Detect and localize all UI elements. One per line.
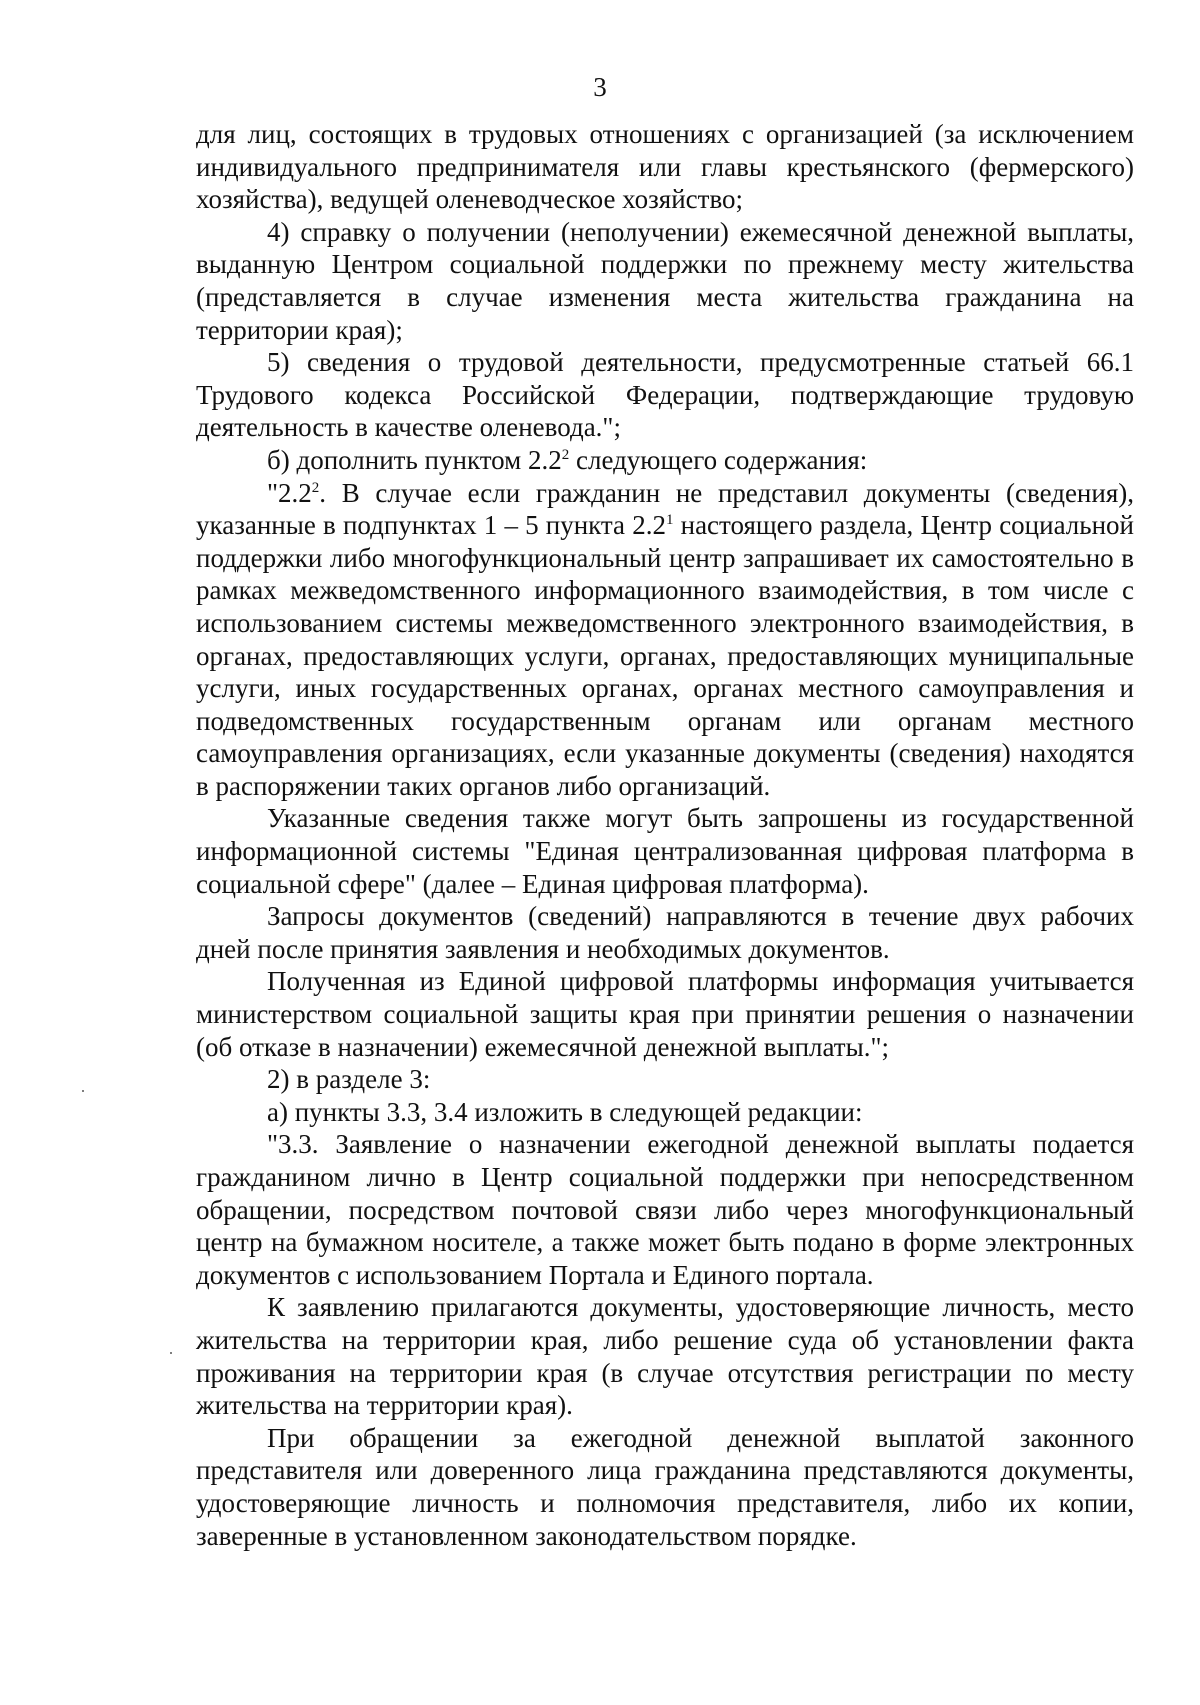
paragraph-4 [196, 444, 1134, 477]
page-number: 3 [593, 72, 607, 102]
paragraph-12: К заявлению прилагаются документы, удостоверяющие личность, место жительства на территории края, либо решение суда об установлении факта проживания на территории края (в случае отсутствия регистрации по месту жительства на территории края). [196, 1292, 1134, 1421]
paragraph-5-superscript-2: 1 [665, 512, 674, 529]
paragraph-1: для лиц, состоящих в трудовых отношениях с организацией (за исключением индивидуального предпринимателя или главы крестьянского (фермерского) хозяйства), ведущей оленеводческое хозяйство; [196, 119, 1134, 215]
paragraph-5-superscript-1: 2 [311, 479, 320, 496]
paragraph-8: Полученная из Единой цифровой платформы информация учитывается министерством социальной защиты края при принятии решения о назначении (об отказе в назначении) ежемесячной денежной выплаты."; [196, 966, 1134, 1062]
paragraph-7: Запросы документов (сведений) направляются в течение двух рабочих дней после принятия заявления и необходимых документов. [196, 901, 1134, 964]
paragraph-4-text-a: б) дополнить пунктом 2.2 [267, 444, 562, 475]
paragraph-5-text-b: . В случае если гражданин не представил документы (сведения), указанные в подпунктах 1 – 5 пункта 2.2 [196, 477, 1134, 541]
document-body [196, 118, 1134, 1552]
paragraph-5-text-c: настоящего раздела, Центр социальной поддержки либо многофункциональный центр запрашивает их самостоятельно в рамках межведомственного информационного взаимодействия, в том числе с использованием системы межведомственного электронного взаимодействия, в органах, предоставляющих услуги, органах, предоставляющих муниципальные услуги, иных государственных органах, органах местного самоуправления и подведомственных государственным органам или органам местного самоуправления организациях, если указанные документы (сведения) находятся в распоряжении таких органов либо организаций. [196, 510, 1134, 801]
paragraph-5-text-a: "2.2 [267, 477, 312, 508]
paragraph-6: Указанные сведения также могут быть запрошены из государственной информационной системы "Единая централизованная цифровая платформа в социальной сфере" (далее – Единая цифровая платформа). [196, 803, 1134, 899]
scan-speck [82, 1090, 84, 1092]
paragraph-3: 5) сведения о трудовой деятельности, предусмотренные статьей 66.1 Трудового кодекса Российской Федерации, подтверждающие трудовую деятельность в качестве оленевода."; [196, 347, 1134, 443]
paragraph-11: "3.3. Заявление о назначении ежегодной денежной выплаты подается гражданином лично в Центр социальной поддержки при непосредственном обращении, посредством почтовой связи либо через многофункциональный центр на бумажном носителе, а также может быть подано в форме электронных документов с использованием Портала и Единого портала. [196, 1129, 1134, 1290]
paragraph-2: 4) справку о получении (неполучении) ежемесячной денежной выплаты, выданную Центром социальной поддержки по прежнему месту жительства (представляется в случае изменения места жительства гражданина на территории края); [196, 216, 1134, 345]
paragraph-4-text-b: следующего содержания: [569, 444, 868, 475]
paragraph-5 [196, 477, 1134, 803]
paragraph-4-superscript: 2 [561, 446, 570, 463]
paragraph-9: 2) в разделе 3: [267, 1064, 431, 1095]
scan-speck [170, 1352, 172, 1354]
paragraph-13: При обращении за ежегодной денежной выплатой законного представителя или доверенного лица гражданина представляются документы, удостоверяющие личность и полномочия представителя, либо их копии, заверенные в установленном законодательством порядке. [196, 1422, 1134, 1551]
paragraph-10: а) пункты 3.3, 3.4 изложить в следующей редакции: [267, 1096, 863, 1127]
